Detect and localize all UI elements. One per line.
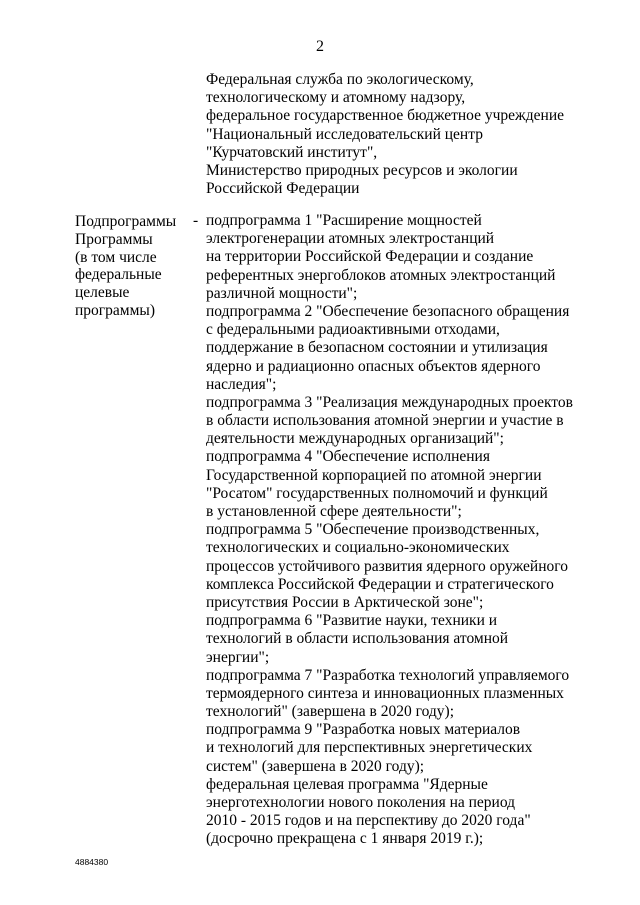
subprogram-line: подпрограмма 2 "Обеспечение безопасного обращения xyxy=(206,302,570,320)
label-dash: - xyxy=(193,212,199,229)
section-label xyxy=(75,213,190,320)
subprogram-line: с федеральными радиоактивными отходами, xyxy=(206,321,500,339)
responsible-agencies-block xyxy=(206,71,616,198)
subprogram-line: деятельности международных организаций"; xyxy=(206,430,504,448)
subprogram-line: подпрограмма 4 "Обеспечение исполнения xyxy=(206,448,490,466)
subprogram-line: подпрограмма 5 "Обеспечение производственных, xyxy=(206,521,540,539)
section-label-line: Программы xyxy=(75,230,153,248)
subprogram-line: подпрограмма 7 "Разработка технологий управляемого xyxy=(206,666,570,684)
subprogram-line: на территории Российской Федерации и создание xyxy=(206,248,534,266)
subprogram-line: присутствия России в Арктической зоне"; xyxy=(206,593,484,611)
subprogram-line: наследия"; xyxy=(206,375,277,393)
subprogram-line: систем" (завершена в 2020 году); xyxy=(206,757,425,775)
section-label-line: Подпрограммы xyxy=(75,213,177,230)
agency-line: федеральное государственное бюджетное учреждение xyxy=(206,107,564,125)
subprogram-line: подпрограмма 6 "Развитие науки, техники и xyxy=(206,612,498,630)
subprograms-list xyxy=(206,212,616,849)
section-label-line: федеральные xyxy=(75,266,162,284)
agency-line: Российской Федерации xyxy=(206,180,360,198)
subprogram-line: 2010 - 2015 годов и на перспективу до 2020 года" xyxy=(206,812,531,830)
section-label-line: целевые xyxy=(75,284,130,302)
subprogram-line: федеральная целевая программа "Ядерные xyxy=(206,775,488,793)
subprogram-line: "Росатом" государственных полномочий и функций xyxy=(206,484,548,502)
agency-line: "Национальный исследовательский центр xyxy=(206,125,483,143)
subprogram-line: комплекса Российской Федерации и стратегического xyxy=(206,575,554,593)
subprogram-line: различной мощности"; xyxy=(206,284,358,302)
agency-line: технологическому и атомному надзору, xyxy=(206,89,466,107)
agency-line: Федеральная служба по экологическому, xyxy=(206,71,474,88)
subprogram-line: подпрограмма 9 "Разработка новых материалов xyxy=(206,721,521,739)
subprogram-line: и технологий для перспективных энергетических xyxy=(206,739,533,757)
subprogram-line: подпрограмма 1 "Расширение мощностей xyxy=(206,212,482,229)
subprogram-line: энерготехнологии нового поколения на период xyxy=(206,794,516,811)
subprogram-line: ядерно и радиационно опасных объектов ядерного xyxy=(206,357,541,375)
subprogram-line: энергии"; xyxy=(206,648,270,666)
subprogram-line: термоядерного синтеза и инновационных плазменных xyxy=(206,684,564,702)
subprogram-line: (досрочно прекращена с 1 января 2019 г.); xyxy=(206,830,484,848)
subprogram-line: технологий" (завершена в 2020 году); xyxy=(206,703,455,721)
subprogram-line: Государственной корпорацией по атомной энергии xyxy=(206,466,542,484)
agency-line: "Курчатовский институт", xyxy=(206,143,378,161)
agency-line: Министерство природных ресурсов и экологии xyxy=(206,161,518,179)
subprogram-line: поддержание в безопасном состоянии и утилизация xyxy=(206,339,548,357)
document-code: 4884380 xyxy=(75,857,109,867)
subprogram-line: в области использования атомной энергии и участие в xyxy=(206,412,564,430)
subprogram-line: процессов устойчивого развития ядерного оружейного xyxy=(206,557,568,575)
section-label-line: (в том числе xyxy=(75,248,157,266)
subprogram-line: электрогенерации атомных электростанций xyxy=(206,230,495,248)
page-number: 2 xyxy=(316,38,324,55)
section-label-line: программы) xyxy=(75,301,155,319)
subprogram-line: в установленной сфере деятельности"; xyxy=(206,503,462,520)
subprogram-line: референтных энергоблоков атомных электростанций xyxy=(206,266,556,284)
subprogram-line: технологических и социально-экономических xyxy=(206,539,510,557)
subprogram-line: технологий в области использования атомной xyxy=(206,630,509,648)
subprogram-line: подпрограмма 3 "Реализация международных проектов xyxy=(206,393,573,411)
